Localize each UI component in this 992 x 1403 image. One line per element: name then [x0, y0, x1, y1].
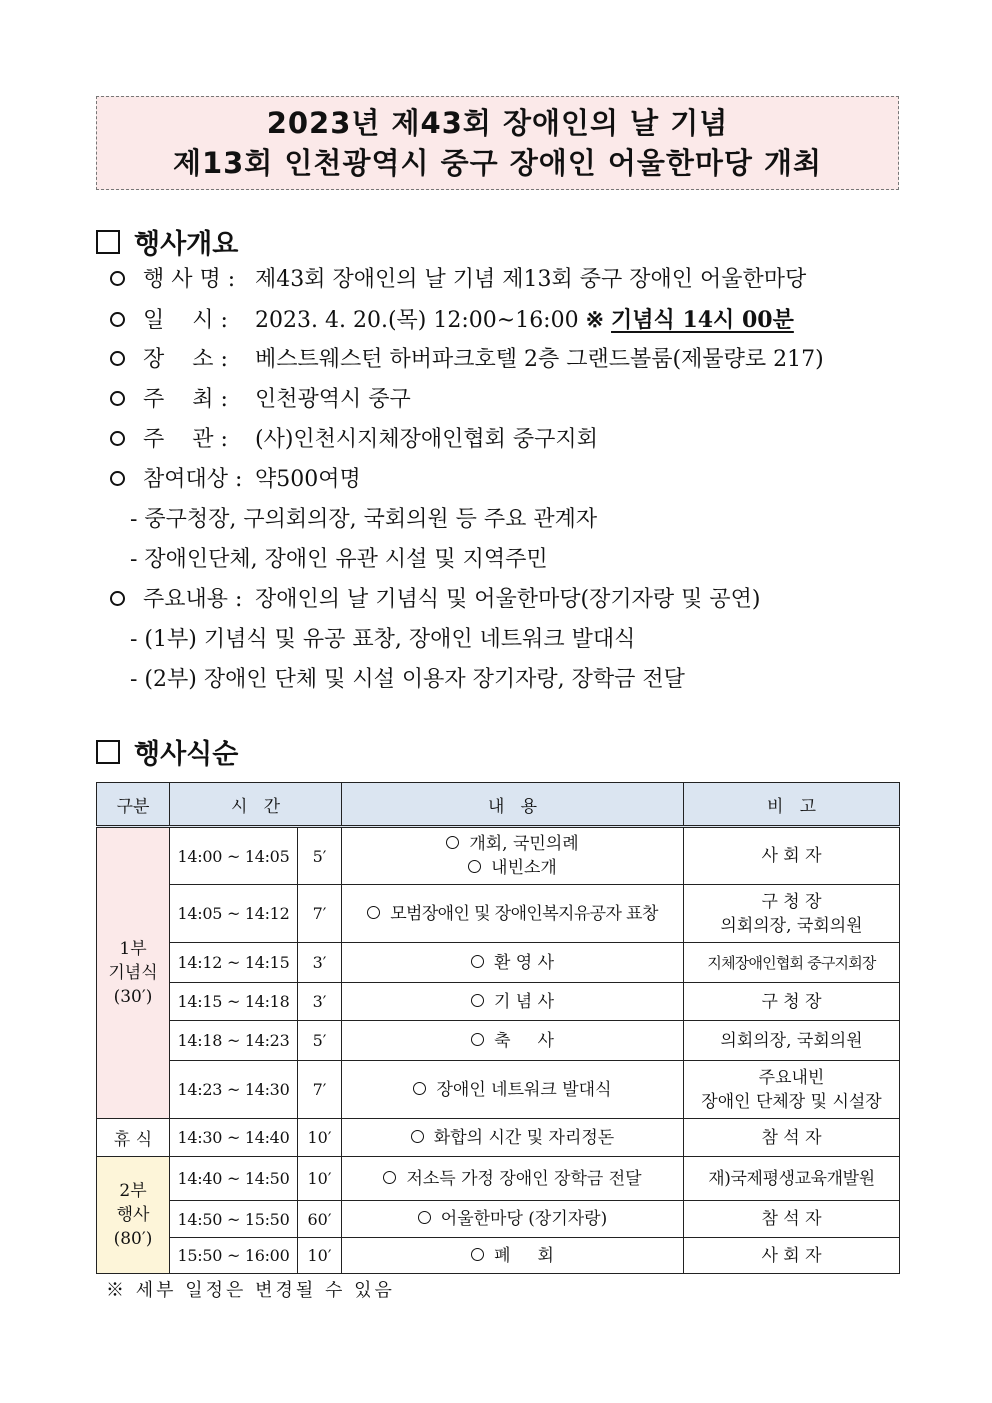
bullet-circle-icon [110, 312, 125, 327]
item-value: (사)인천시지체장애인협회 중구지회 [255, 427, 598, 452]
overview-item-main-content [110, 585, 760, 615]
item-label: 참여대상 : [143, 467, 243, 492]
row-duration: 10′ [298, 1157, 342, 1201]
bullet-circle-icon [446, 836, 459, 849]
item-value: 2023. 4. 20.(목) 12:00~16:00 [255, 308, 579, 333]
header-note: 비 고 [684, 783, 900, 827]
item-label: 행 사 명 : [143, 267, 236, 292]
row-duration: 3′ [298, 943, 342, 983]
overview-item-venue [110, 345, 824, 375]
bullet-circle-icon [471, 1248, 484, 1261]
bullet-circle-icon [471, 955, 484, 968]
bullet-circle-icon [110, 431, 125, 446]
row-content-text: 저소득 가정 장애인 장학금 전달 [406, 1168, 642, 1189]
bullet-circle-icon [411, 1130, 424, 1143]
overview-item-organizer [110, 425, 598, 455]
header-content: 내 용 [342, 783, 684, 827]
row-note: 구 청 장 의회의장, 국회의원 [684, 885, 900, 943]
row-content-text: 화합의 시간 및 자리정돈 [433, 1127, 615, 1148]
bullet-circle-icon [110, 471, 125, 486]
schedule-header-row [97, 783, 900, 827]
row-duration: 3′ [298, 983, 342, 1021]
row-time: 14:12 ~ 14:15 [170, 943, 298, 983]
row-time: 14:18 ~ 14:23 [170, 1021, 298, 1061]
row-note: 주요내빈 장애인 단체장 및 시설장 [684, 1061, 900, 1119]
section-heading-text: 행사식순 [134, 739, 239, 770]
item-value: 제43회 장애인의 날 기념 제13회 중구 장애인 어울한마당 [255, 267, 807, 292]
row-content [342, 827, 684, 885]
table-row [97, 1238, 900, 1274]
reference-mark: ※ [585, 307, 605, 333]
table-row [97, 1061, 900, 1119]
row-content [342, 1061, 684, 1119]
bullet-circle-icon [468, 860, 481, 873]
row-duration: 5′ [298, 1021, 342, 1061]
table-row [97, 827, 900, 885]
table-row [97, 943, 900, 983]
item-value: 베스트웨스턴 하버파크호텔 2층 그랜드볼룸(제물량로 217) [255, 347, 824, 372]
row-content [342, 1157, 684, 1201]
overview-item-event-name [110, 265, 806, 295]
row-content [342, 1201, 684, 1238]
table-row [97, 1157, 900, 1201]
row-duration: 5′ [298, 827, 342, 885]
item-label: 주요내용 : [143, 587, 243, 612]
row-note: 지체장애인협회 중구지회장 [684, 943, 900, 983]
content-detail-1: - (1부) 기념식 및 유공 표창, 장애인 네트워크 발대식 [130, 627, 636, 652]
table-row [97, 885, 900, 943]
section-heading-text: 행사개요 [134, 229, 239, 260]
bullet-circle-icon [471, 994, 484, 1007]
row-note: 구 청 장 [684, 983, 900, 1021]
overview-item-participants [110, 465, 361, 495]
overview-item-datetime [110, 305, 794, 336]
bullet-circle-icon [110, 271, 125, 286]
row-time: 14:30 ~ 14:40 [170, 1119, 298, 1157]
row-time: 14:05 ~ 14:12 [170, 885, 298, 943]
bullet-circle-icon [110, 391, 125, 406]
row-content-text: 폐 회 [494, 1245, 554, 1266]
row-duration: 10′ [298, 1238, 342, 1274]
row-content [342, 1238, 684, 1274]
row-time: 15:50 ~ 16:00 [170, 1238, 298, 1274]
row-content-text: 개회, 국민의례 [469, 834, 579, 854]
row-content [342, 1119, 684, 1157]
item-value: 인천광역시 중구 [255, 387, 411, 412]
row-content-text: 내빈소개 [491, 858, 557, 878]
group-part2: 2부 행사 (80′) [97, 1157, 170, 1274]
bullet-circle-icon [367, 906, 380, 919]
row-time: 14:40 ~ 14:50 [170, 1157, 298, 1201]
row-note: 사 회 자 [684, 1238, 900, 1274]
group-break: 휴 식 [97, 1119, 170, 1157]
section-heading-schedule [96, 732, 238, 771]
row-note: 의회의장, 국회의원 [684, 1021, 900, 1061]
row-time: 14:23 ~ 14:30 [170, 1061, 298, 1119]
participant-detail-1: - 중구청장, 구의회의장, 국회의원 등 주요 관계자 [130, 507, 598, 532]
schedule-table [96, 782, 900, 1274]
row-duration: 10′ [298, 1119, 342, 1157]
row-note: 재)국제평생교육개발원 [684, 1157, 900, 1201]
section-heading-overview [96, 222, 238, 261]
item-value: 장애인의 날 기념식 및 어울한마당(장기자랑 및 공연) [255, 587, 761, 612]
item-label: 주 관 : [143, 427, 228, 452]
checkbox-square-icon [96, 740, 120, 764]
row-content [342, 943, 684, 983]
bullet-circle-icon [110, 591, 125, 606]
bullet-circle-icon [110, 351, 125, 366]
bullet-circle-icon [471, 1033, 484, 1046]
header-group: 구분 [97, 783, 170, 827]
row-content-text: 어울한마당 (장기자랑) [440, 1209, 608, 1229]
row-note: 참 석 자 [684, 1119, 900, 1157]
ceremony-time-highlight: 기념식 14시 00분 [611, 307, 794, 333]
row-duration: 60′ [298, 1201, 342, 1238]
bullet-circle-icon [418, 1211, 431, 1224]
bullet-circle-icon [413, 1082, 426, 1095]
header-time: 시 간 [170, 783, 342, 827]
item-value: 약500여명 [255, 467, 361, 492]
row-duration: 7′ [298, 885, 342, 943]
table-row [97, 1201, 900, 1238]
item-label: 일 시 : [143, 308, 228, 333]
footnote: ※ 세부 일정은 변경될 수 있음 [106, 1280, 395, 1301]
row-note: 사 회 자 [684, 827, 900, 885]
row-content [342, 983, 684, 1021]
row-content [342, 1021, 684, 1061]
group-part1: 1부 기념식 (30′) [97, 827, 170, 1119]
row-content [342, 885, 684, 943]
row-duration: 7′ [298, 1061, 342, 1119]
checkbox-square-icon [96, 230, 120, 254]
row-time: 14:15 ~ 14:18 [170, 983, 298, 1021]
item-label: 장 소 : [143, 347, 228, 372]
row-time: 14:00 ~ 14:05 [170, 827, 298, 885]
row-time: 14:50 ~ 15:50 [170, 1201, 298, 1238]
row-content-text: 모범장애인 및 장애인복지유공자 표창 [390, 903, 658, 924]
table-row [97, 1021, 900, 1061]
item-label: 주 최 : [143, 387, 228, 412]
table-row [97, 1119, 900, 1157]
bullet-circle-icon [383, 1171, 396, 1184]
row-note: 참 석 자 [684, 1201, 900, 1238]
table-row [97, 983, 900, 1021]
row-content-text: 기 념 사 [493, 991, 555, 1012]
content-detail-2: - (2부) 장애인 단체 및 시설 이용자 장기자랑, 장학금 전달 [130, 667, 685, 692]
overview-item-host [110, 385, 411, 415]
row-content-text: 환 영 사 [493, 952, 555, 973]
participant-detail-2: - 장애인단체, 장애인 유관 시설 및 지역주민 [130, 547, 548, 572]
row-content-text: 장애인 네트워크 발대식 [436, 1079, 612, 1100]
title-line-2: 제13회 인천광역시 중구 장애인 어울한마당 개최 [172, 146, 823, 180]
row-content-text: 축 사 [494, 1030, 554, 1051]
document-title-box [96, 96, 899, 190]
title-line-1: 2023년 제43회 장애인의 날 기념 [266, 106, 729, 140]
